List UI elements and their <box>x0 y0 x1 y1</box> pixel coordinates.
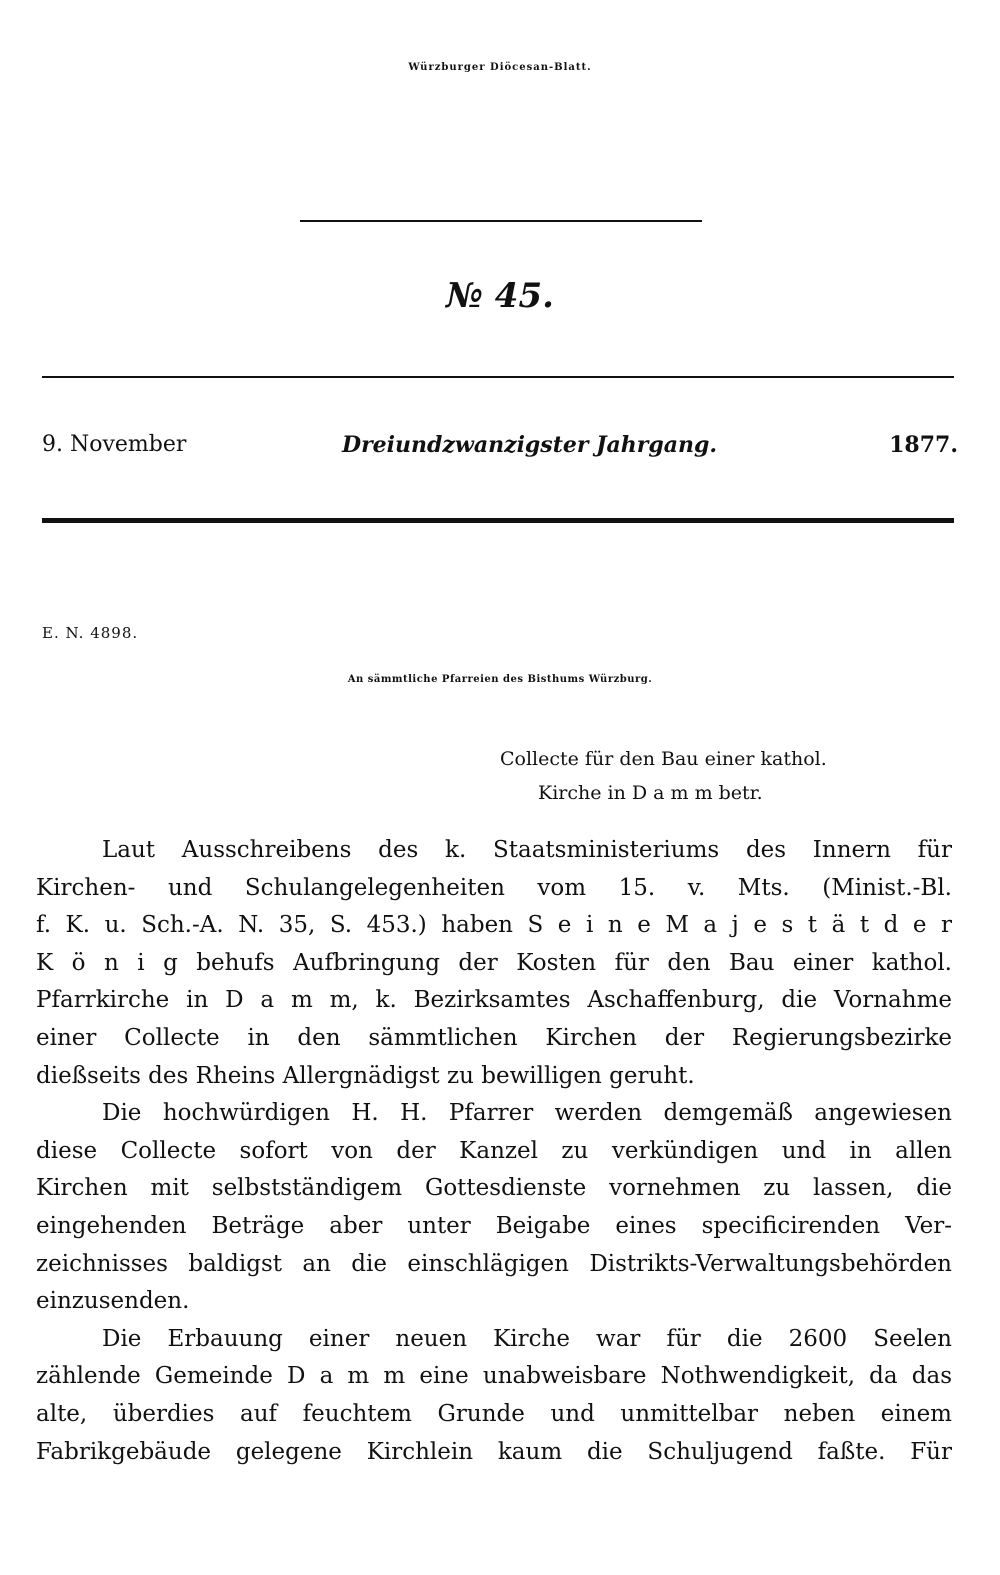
body-line: diese Collecte sofort von der Kanzel zu verkündigen und in allen <box>36 1137 952 1164</box>
article-heading: An sämmtliche Pfarreien des Bisthums Würzburg. <box>347 674 653 685</box>
body-line: Kirchen- und Schulangelegenheiten vom 15. v. Mts. (Minist.-Bl. <box>36 874 952 901</box>
article-subject <box>500 742 954 810</box>
body-line: eingehenden Beträge aber unter Beigabe eines specificirenden Ver- <box>36 1212 952 1239</box>
body-line: Fabrikgebäude gelegene Kirchlein kaum die Schuljugend faßte. Für <box>36 1438 952 1465</box>
body-line: dießseits des Rheins Allergnädigst zu bewilligen geruht. <box>36 1062 695 1089</box>
dateline-top-rule <box>42 376 954 378</box>
body-line: zählende Gemeinde D a m m eine unabweisbare Nothwendigkeit, da das <box>36 1363 952 1390</box>
masthead-title: Würzburger Diöcesan-Blatt. <box>408 62 592 73</box>
body-line: Laut Ausschreibens des k. Staatsministeriums des Innern für <box>102 837 952 863</box>
issue-year: 1877. <box>889 432 958 458</box>
issue-date: 9. November <box>42 432 187 457</box>
body-line: einzusenden. <box>36 1288 190 1315</box>
body-line: Die hochwürdigen H. H. Pfarrer werden demgemäß angewiesen <box>102 1100 952 1127</box>
body-line: zeichnisses baldigst an die einschlägigen Distrikts-Verwaltungsbehörden <box>36 1250 952 1277</box>
body-line: einer Collecte in den sämmtlichen Kirchen der Regierungsbezirke <box>36 1024 952 1051</box>
body-line: Die Erbauung einer neuen Kirche war für die 2600 Seelen <box>102 1325 952 1352</box>
subject-line: Collecte für den Bau einer kathol. <box>500 748 827 770</box>
dateline-bottom-rule <box>42 518 954 523</box>
article-body <box>36 832 952 1471</box>
body-line: f. K. u. Sch.-A. N. 35, S. 453.) haben S e i n e M a j e s t ä t d e r <box>36 912 952 939</box>
body-line: alte, überdies auf feuchtem Grunde und unmittelbar neben einem <box>36 1400 952 1427</box>
subject-line: Kirche in D a m m betr. <box>538 782 763 804</box>
volume-label: Dreiundzwanzigster Jahrgang. <box>342 432 718 458</box>
masthead-divider <box>300 220 702 222</box>
reference-number: E. N. 4898. <box>42 624 139 642</box>
body-line: K ö n i g behufs Aufbringung der Kosten für den Bau einer kathol. <box>36 949 952 976</box>
body-line: Kirchen mit selbstständigem Gottesdienste vornehmen zu lassen, die <box>36 1175 952 1202</box>
issue-number: № 45. <box>446 276 554 316</box>
body-line: Pfarrkirche in D a m m, k. Bezirksamtes Aschaffenburg, die Vornahme <box>36 987 952 1014</box>
